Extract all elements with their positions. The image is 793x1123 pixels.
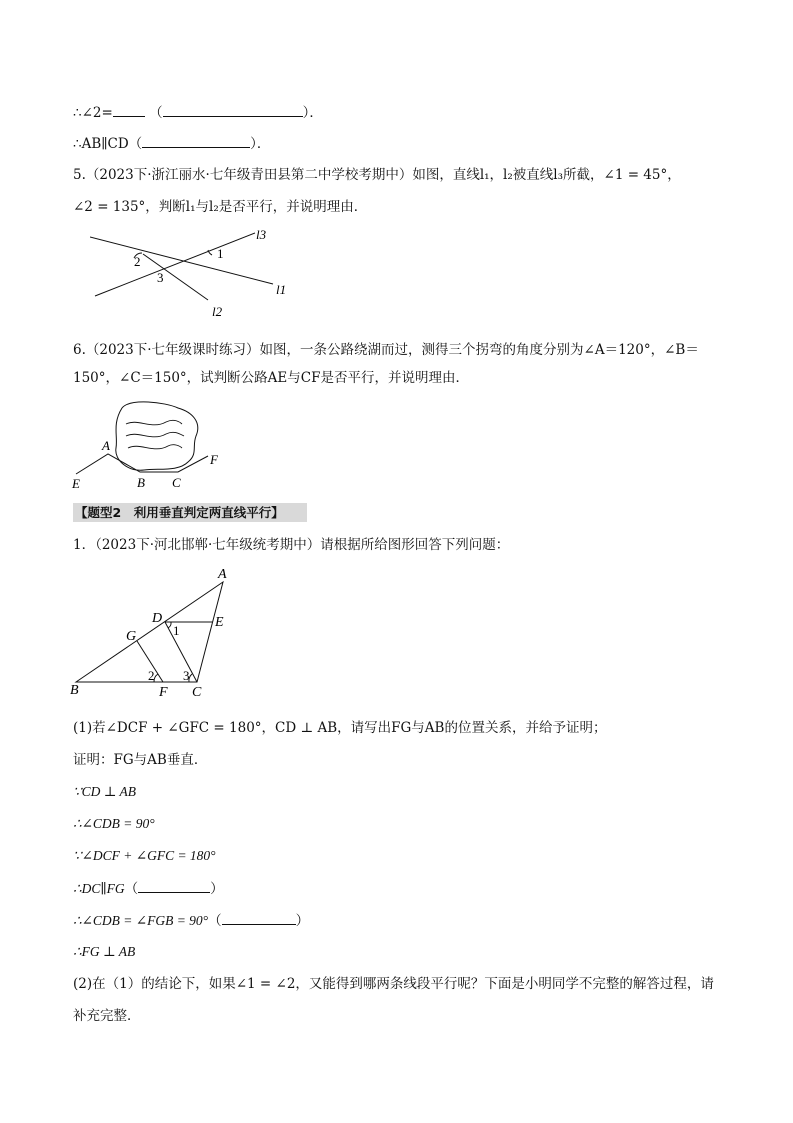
label-angle-3: 3 [157,270,164,285]
label-B: B [70,683,79,698]
task-1: 1．（2023下·河北邯郸·七年级统考期中）请根据所给图形回答下列问题： [73,537,510,553]
triangle-ABC [76,582,223,682]
line-l3 [95,233,255,296]
figure-lake-road [70,396,240,496]
reason-blank[interactable] [163,102,303,117]
label-angle-1: 1 [173,623,180,638]
label-angle-1: 1 [217,246,224,261]
lake-wave [126,420,182,425]
label-angle-2: 2 [148,668,155,683]
paren-close: ） [295,913,310,929]
proof-step-4 [73,878,224,899]
label-angle-3: 3 [183,668,190,683]
reason-blank[interactable] [222,910,296,925]
label-C: C [172,475,181,490]
proof-text: ∴DC∥FG [73,881,125,896]
proof-line-parallel [73,133,270,154]
question-6: 6.（2023下·七年级课时练习）如图，一条公路绕湖而过，测得三个拐弯的角度分别为∠A＝120°，∠B＝ [73,342,699,358]
proof-text: ∴∠CDB = ∠FGB = 90° [73,913,209,928]
proof-step-5 [73,910,309,931]
label-F: F [210,452,218,467]
paren-open: （ [208,913,222,929]
lake-wave [128,445,182,449]
label-E: E [72,476,80,491]
proof-step-1: ∵CD ⊥ AB [73,784,137,799]
label-A: A [218,567,227,582]
part-1: (1)若∠DCF + ∠GFC = 180°，CD ⊥ AB，请写出FG与AB的位置关系，并给予证明； [73,720,607,736]
lake-wave [126,432,184,437]
label-B: B [137,475,145,490]
part-2-cont: 补充完整． [73,1008,141,1024]
label-E: E [215,615,224,630]
paren-close: ） [210,881,224,897]
line-l1 [90,237,273,284]
proof-text: ∴∠2= [73,105,113,121]
label-A: A [102,438,110,453]
section-heading: 【题型2 利用垂直判定两直线平行】 [73,503,307,522]
paren-open: （ [124,881,139,897]
proof-start: 证明：FG与AB垂直． [73,752,208,768]
figure-triangle [68,562,248,702]
paren-close: ）． [250,136,271,152]
proof-step-3: ∵∠DCF + ∠GFC = 180° [73,848,216,863]
question-6-cont: 150°，∠C＝150°，试判断公路AE与CF是否平行，并说明理由． [73,370,469,386]
angle-arc-1 [168,622,171,628]
label-G: G [126,629,137,644]
reason-blank[interactable] [142,133,250,148]
label-angle-2: 2 [134,254,141,269]
label-C: C [192,685,202,700]
label-l1: l1 [276,282,287,297]
proof-step-2: ∴∠CDB = 90° [73,816,155,831]
angle-arc-2 [154,674,158,682]
reason-blank[interactable] [138,878,210,893]
proof-step-6: ∴FG ⊥ AB [73,944,136,959]
label-F: F [159,685,168,700]
segment-DC [165,622,197,682]
road [76,454,208,474]
line-l2 [143,254,208,300]
question-5: 5.（2023下·浙江丽水·七年级青田县第二中学校考期中）如图，直线l₁，l₂被直线l₃所截，∠1 = 45°， [73,167,681,183]
figure-transversal [90,224,300,324]
part-2: (2)在（1）的结论下，如果∠1 = ∠2，又能得到哪两条线段平行呢？下面是小明同学不完整的解答过程，请 [73,976,714,992]
label-l2: l2 [212,304,223,319]
answer-blank[interactable] [113,102,145,117]
paren-close: ）． [302,105,323,121]
label-D: D [152,611,163,626]
paren-open: （ [149,105,163,121]
paren-open: （ [128,136,143,152]
lake-outline [116,402,198,470]
proof-line-angle2 [73,102,323,123]
question-5-cont: ∠2 = 135°，判断l₁与l₂是否平行，并说明理由． [73,199,368,215]
proof-text: ∴AB∥CD [73,136,129,152]
label-l3: l3 [256,227,267,242]
